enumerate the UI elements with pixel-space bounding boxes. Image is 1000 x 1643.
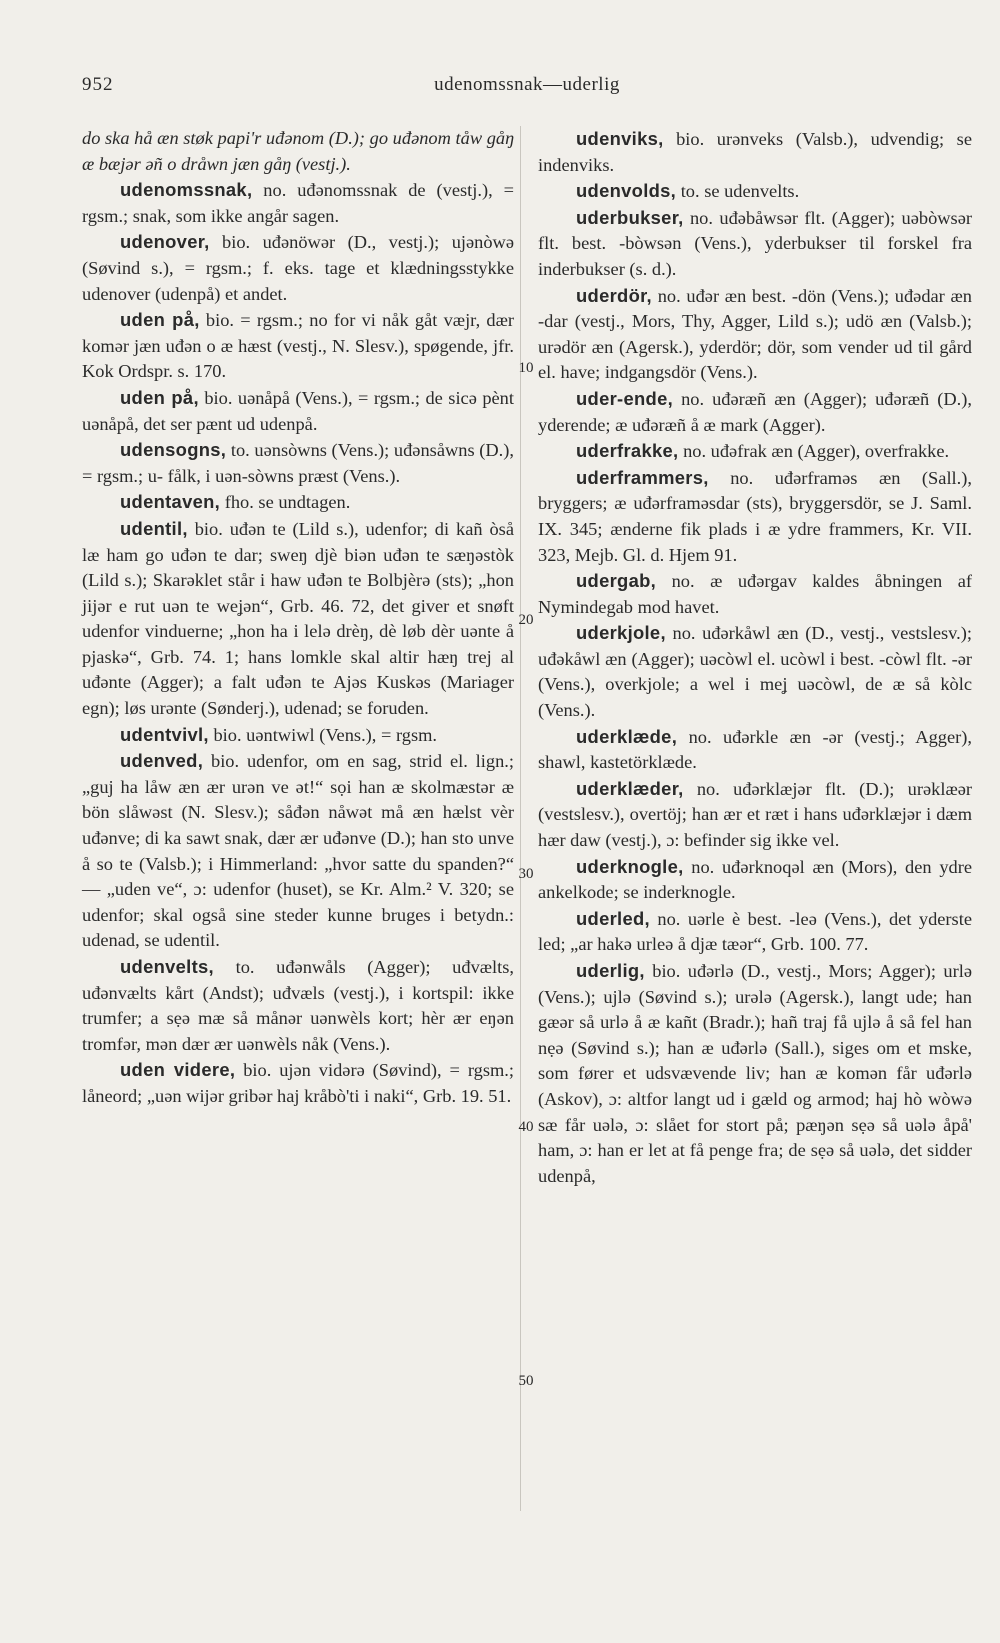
entry-headword: udergab, xyxy=(576,570,657,592)
entry-text: fho. se undtagen. xyxy=(224,492,351,513)
dictionary-entry xyxy=(82,1057,514,1109)
line-number: 20 xyxy=(518,612,534,628)
entry-headword: uderklæder, xyxy=(576,777,684,799)
dictionary-entry xyxy=(82,126,514,177)
entry-headword: uderlig, xyxy=(576,960,645,981)
entry-text: no. uđəræñ æn (Agger); uđəræñ (D.), yderende; æ uđəræñ å æ mark (Agger). xyxy=(538,388,972,435)
entry-text: do ska hå æn støk papi'r uđənom (D.); go uđənom tåw gåŋ æ bæjər əñ o dråwn jæn gåŋ (vestj.). xyxy=(82,128,514,174)
entry-headword: uderled, xyxy=(576,907,650,929)
entry-text: to. uənsòwns (Vens.); uđənsåwns (D.), = rgsm.; u- fålk, i uən-sòwns præst (Vens.). xyxy=(82,440,514,486)
dictionary-entry xyxy=(82,748,514,954)
entry-text: bio. uđənöwər (D., vestj.); ujənòwə (Søvind s.), = rgsm.; f. eks. tage et klædningsstykke udenover (udenpå) et andet. xyxy=(82,232,514,304)
entry-headword: uder-ende, xyxy=(576,387,674,409)
entry-text: bio. urənveks (Valsb.), udvendig; se indenviks. xyxy=(538,129,972,175)
entry-text: bio. uənåpå (Vens.), = rgsm.; de sicə pènt uənåpå, det ser pænt ud udenpå. xyxy=(82,387,514,434)
dictionary-entry xyxy=(538,568,972,620)
entry-text: no. uđəfrak æn (Agger), overfrakke. xyxy=(683,441,950,462)
dictionary-entry xyxy=(538,724,972,776)
entry-text: no. uđərkle æn -ər (vestj.; Agger), shawl, kastetörklæde. xyxy=(538,726,972,773)
line-number: 10 xyxy=(518,360,534,376)
entry-headword: udenvolds, xyxy=(576,180,677,202)
dictionary-entry xyxy=(82,307,514,385)
column-divider xyxy=(520,126,521,1511)
dictionary-entry xyxy=(538,854,972,906)
entry-headword: uderdör, xyxy=(576,284,652,306)
entry-text: no. uđər æn best. -dön (Vens.); uđədar æn -dar (vestj., Mors, Thy, Agger, Lild s.); udö æn (Valsb.); urədör æn (Agersk.), yderdör; dör, som vender ud til gård el. have; indgangsdör (Vens.). xyxy=(538,285,972,383)
entry-text: no. uđərknoqəl æn (Mors), den ydre ankelkode; se inderknogle. xyxy=(538,856,972,903)
entry-text: no. uđənomssnak de (vestj.), = rgsm.; snak, som ikke angår sagen. xyxy=(82,180,514,226)
entry-headword: uderframmers, xyxy=(576,466,709,488)
dictionary-entry xyxy=(82,722,514,749)
entry-headword: uderbukser, xyxy=(576,206,684,228)
entry-headword: udenved, xyxy=(120,750,204,772)
left-column xyxy=(82,126,514,1110)
entry-headword: uderfrakke, xyxy=(576,440,679,462)
line-number: 50 xyxy=(518,1373,534,1389)
entry-headword: uderknogle, xyxy=(576,855,684,877)
page-header xyxy=(82,74,972,104)
dictionary-entry xyxy=(82,229,514,307)
entry-text: bio. udenfor, om en sag, strid el. lign.; „guj ha låw æn ær urən ve ət!“ sọi han æ skolmæstər æ bön slåwəst (N. Slesv.); såđən nåwət må æn hælst vèr uđənve; di ka sawt snak, dær ær uđənve (D.); han sto unve å so te (Valsb.); i Himmerland: „hvor satte du spanden?“ — „uden ve“, ɔ: udenfor (huset), se Kr. Alm.² V. 320; se udenfor; skal også sine steder kunne bruges i betydn.: udenad, se udentil. xyxy=(82,751,514,951)
entry-text: no. uđərkåwl æn (D., vestj., vestslesv.); uđəkåwl æn (Agger); uəcòwl el. ucòwl i best. -còwl flt. -ər (Vens.), overkjole; a wel i meʝ uəcòwl, de æ så kòlc (Vens.). xyxy=(538,623,973,721)
entry-text: to. uđənwåls (Agger); uđvælts, uđənvælts kårt (Andst); uđvæls (vestj.), i kortspil: ikke trumfer; a sẹə mæ så månər uənwèls kort; hèr ær eŋən tromfər, mən dær ær uənwèls nåk (Vens.). xyxy=(82,957,514,1054)
dictionary-entry xyxy=(82,177,514,229)
entry-text: bio. uəntwiwl (Vens.), = rgsm. xyxy=(213,724,438,745)
entry-text: bio. = rgsm.; no for vi nåk gåt væjr, dær komər jæn uđən o æ hæst (vestj., N. Slesv.), spøgende, jfr. Kok Ordspr. s. 170. xyxy=(82,310,514,382)
entry-headword: uderkjole, xyxy=(576,622,666,644)
entry-headword: udentil, xyxy=(120,517,188,539)
entry-headword: udenomssnak, xyxy=(120,179,253,201)
dictionary-entry xyxy=(538,386,972,438)
entry-headword: udentaven, xyxy=(120,491,221,513)
entry-headword: udenover, xyxy=(120,231,210,253)
dictionary-entry xyxy=(82,954,514,1057)
dictionary-entry xyxy=(82,489,514,516)
entry-headword: udensogns, xyxy=(120,439,227,461)
entry-text: no. uđəbåwsər flt. (Agger); uəbòwsər flt. best. -bòwsən (Vens.), yderbukser til forskel fra inderbukser (s. d.). xyxy=(538,207,972,279)
entry-text: bio. uđərlə (D., vestj., Mors; Agger); urlə (Vens.); ujlə (Søvind s.); urələ (Agersk.), langt ude; han gæər så urlə å æ kañt (Bradr.); hañ traj få ujlə å så fel han nẹə (Søvind s.); han æ uđərlə (Sall.), siges om et mske, som fører et udsvævende liv; han æ komən får uđərlə (Askov), ɔ: altfor langt ud i gæld og armod; haj hò wòwə sæ får uələ, ɔ: slået for stort på; pæŋən sẹə så uələ åpå' ham, ɔ: han er let at få penge fra; de sẹə så uələ, det sidder udenpå, xyxy=(538,961,972,1186)
entry-headword: udenviks, xyxy=(576,128,664,149)
dictionary-entry xyxy=(538,178,972,205)
line-number: 30 xyxy=(518,866,534,882)
entry-text: no. uərle è best. -leə (Vens.), det yderste led; „ar hakə urleə å djæ tæər“, Grb. 100. 77. xyxy=(538,908,972,955)
entry-text: bio. ujən vidərə (Søvind), = rgsm.; låneord; „uən wijər gribər haj kråbò'ti i naki“, Grb. 19. 51. xyxy=(82,1060,514,1106)
dictionary-entry xyxy=(538,465,972,568)
page-number: 952 xyxy=(82,74,114,95)
entry-text: bio. uđən te (Lild s.), udenfor; di kañ òså læ ham go uđən te dar; sweŋ djè biən uđən te sæŋəstòk (Lild s.); Skarəklet står i haw uđən te Bolbjèrə (sts); „hon jijər e rut uən te weʝən“, Grb. 46. 72, det giver et snøft udenfor vinduerne; „hon ha i lelə drèŋ, dè løb dèr uənte å pjaskə“, Grb. 74. 1; hans lomkle skal altir hæŋ trej al uđənte (Agger); a falt uđən te Ajəs Kuskəs (Mariager egn); løs urənte (Sønderj.), udenad; se foruden. xyxy=(82,518,514,719)
dictionary-entry xyxy=(538,620,972,723)
dictionary-entry xyxy=(82,385,514,437)
entry-text: to. se udenvelts. xyxy=(680,181,800,202)
entry-headword: udentvivl, xyxy=(120,723,209,745)
dictionary-entry xyxy=(538,205,972,283)
entry-text: no. uđərframəs æn (Sall.), bryggers; æ uđərframəsdar (sts), bryggersdör, se J. Saml. IX. 345; ænderne fik plads i æ ydre frammers, Kr. VII. 323, Mejb. Gl. d. Hjem 91. xyxy=(538,467,972,565)
running-head: udenomssnak—uderlig xyxy=(434,74,620,95)
entry-headword: uden på, xyxy=(120,309,200,331)
dictionary-entry xyxy=(538,283,972,386)
dictionary-entry xyxy=(538,906,972,958)
entry-headword: udenvelts, xyxy=(120,956,214,977)
entry-text: no. æ uđərgav kaldes åbningen af Nymindegab mod havet. xyxy=(538,571,972,617)
dictionary-entry xyxy=(538,126,972,178)
entry-headword: uderklæde, xyxy=(576,725,678,747)
entry-headword: uden videre, xyxy=(120,1059,236,1081)
line-number: 40 xyxy=(518,1119,534,1135)
dictionary-entry xyxy=(82,516,514,722)
dictionary-entry xyxy=(538,958,972,1189)
entry-text: no. uđərklæjər flt. (D.); urəklæər (vestslesv.), overtöj; han ær et ræt i hans uđərklæjər i dæm hær daw (vestj.), ɔ: befinder sig ikke vel. xyxy=(538,778,972,851)
entry-headword: uden på, xyxy=(120,386,199,408)
dictionary-entry xyxy=(538,776,972,854)
dictionary-entry xyxy=(538,438,972,465)
right-column xyxy=(538,126,972,1189)
dictionary-entry xyxy=(82,437,514,489)
